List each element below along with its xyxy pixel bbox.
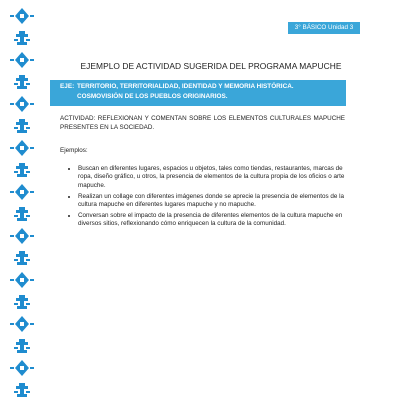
pattern-motif — [10, 360, 34, 376]
pattern-motif — [10, 96, 34, 112]
list-item: • Realizan un collage con diferentes imágenes donde se aprecie la presencia de elementos de la cultura mapuche en diferentes lugares mapuche y no mapuche. — [78, 193, 345, 210]
pattern-motif — [14, 383, 30, 397]
pattern-motif — [14, 251, 30, 265]
pattern-motif — [10, 140, 34, 156]
eje-text-2: COSMOVISIÓN DE LOS PUEBLOS ORIGINARIOS. — [77, 92, 228, 100]
pattern-motif — [10, 272, 34, 288]
pattern-motif — [14, 119, 30, 133]
pattern-motif — [10, 316, 34, 332]
eje-box — [50, 80, 346, 106]
pattern-motif — [14, 31, 30, 45]
list-item: • Conversan sobre el impacto de la presencia de diferentes elementos de la cultura mapuche en diversos sitios, reflexionando cómo enriquecen la cultura de la comunidad. — [78, 212, 345, 229]
eje-line-1 — [60, 82, 346, 92]
pattern-motif — [14, 75, 30, 89]
examples-list — [60, 165, 345, 229]
pattern-motif — [14, 295, 30, 309]
pattern-motif — [14, 163, 30, 177]
pattern-motif — [10, 184, 34, 200]
pattern-motif — [14, 339, 30, 353]
content-area — [60, 115, 345, 231]
pattern-motif — [10, 8, 34, 24]
grade-unit-badge: 3° BÁSICO Unidad 3 — [288, 22, 360, 34]
pattern-motif — [10, 52, 34, 68]
examples-label: Ejemplos: — [60, 147, 88, 155]
pattern-motif — [10, 228, 34, 244]
eje-text-1: TERRITORIO, TERRITORIALIDAD, IDENTIDAD Y MEMORIA HISTÓRICA. — [77, 83, 294, 90]
eje-label: EJE: — [60, 83, 75, 90]
activity-text: ACTIVIDAD: REFLEXIONAN Y COMENTAN SOBRE LOS ELEMENTOS CULTURALES MAPUCHE PRESENTES EN LA SOCIEDAD. — [60, 115, 345, 131]
pattern-motif — [14, 207, 30, 221]
list-item: • Buscan en diferentes lugares, espacios u objetos, tales como tiendas, restaurantes, marcas de ropa, diseño gráfico, u otros, la presencia de elementos de la cultura propia de los oficios o arte mapuche. — [78, 165, 345, 191]
eje-line-2 — [60, 92, 346, 102]
mapuche-pattern-icon — [0, 0, 50, 400]
page-title: EJEMPLO DE ACTIVIDAD SUGERIDA DEL PROGRAMA MAPUCHE — [80, 61, 342, 71]
